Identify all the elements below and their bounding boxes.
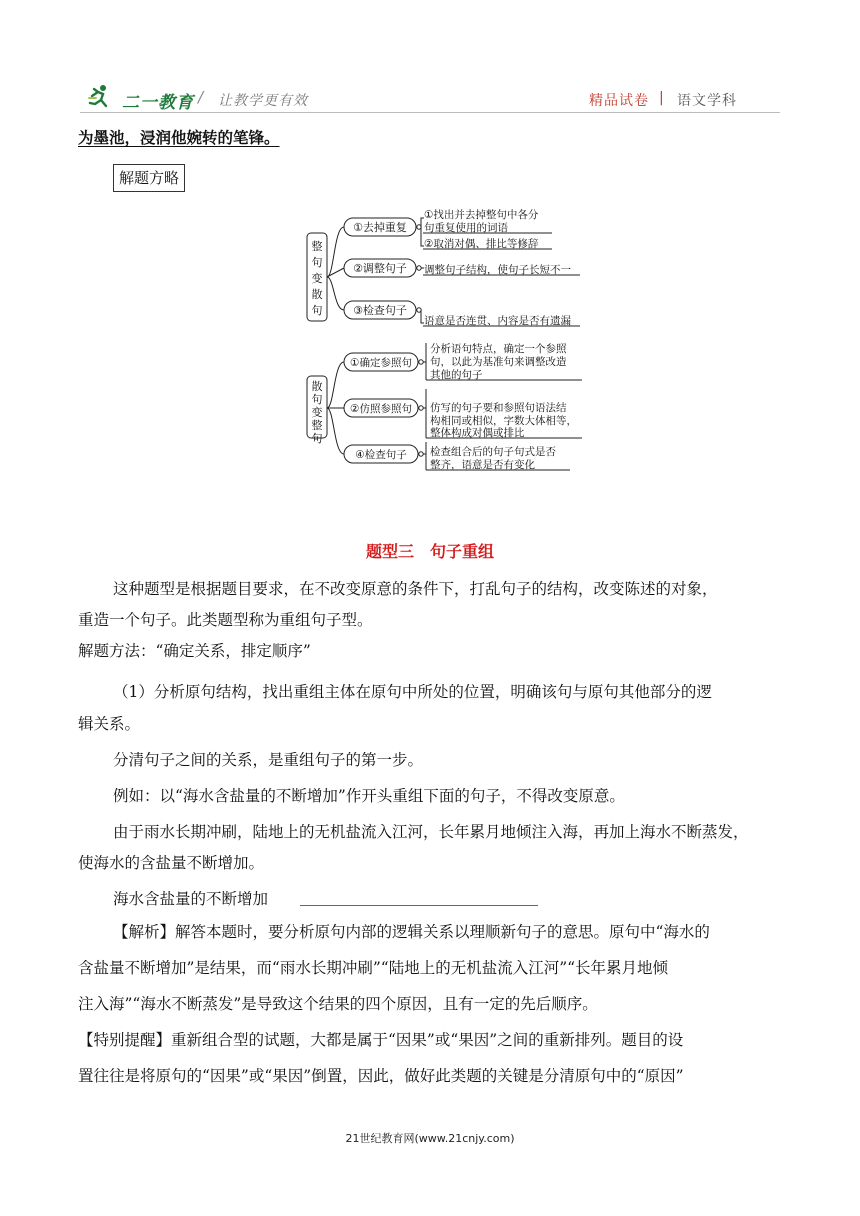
group2-root-char5: 句 [311, 432, 323, 445]
header-subject: 语文学科 [677, 93, 737, 109]
section-title-part1: 题型三 [365, 542, 414, 561]
branch4-note2: 句，以此为基准句来调整改造 [430, 356, 567, 368]
group1-root-char3: 变 [311, 272, 323, 285]
tip-line2: 置往往是将原句的“因果”或“果因”倒置，因此，做好此类题的关键是分清原句中的“原因” [78, 1067, 684, 1085]
section-title [0, 539, 860, 562]
answer-blank [300, 905, 538, 906]
branch1-note3: ②取消对偶、排比等修辞 [424, 238, 539, 250]
group2-root-char2: 句 [311, 393, 323, 406]
brand-slash: / [198, 88, 204, 106]
header-label: 精品试卷 [589, 93, 649, 109]
para1-line2: 重造一个句子。此类题型称为重组句子型。 [78, 611, 373, 629]
header-divider [80, 112, 780, 113]
branch5-note2: 构相同或相似，字数大体相等， [430, 415, 577, 427]
intro-line: 为墨池，浸润他婉转的笔锋。 [78, 128, 280, 147]
para1-line1: 这种题型是根据题目要求，在不改变原意的条件下，打乱句子的结构，改变陈述的对象， [113, 580, 718, 598]
branch1-label: ①去掉重复 [353, 221, 407, 234]
page-footer: 21世纪教育网(www.21cnjy.com) [345, 1132, 515, 1145]
example-sentence-line2: 使海水的含盐量不断增加。 [78, 854, 265, 872]
mindmap-diagram [300, 190, 590, 475]
step1-line1: （1）分析原句结构，找出重组主体在原句中所处的位置，明确该句与原句其他部分的逻 [113, 683, 712, 701]
group2-root-char1: 散 [311, 380, 323, 393]
group1-root-char2: 句 [311, 256, 323, 269]
group2-root-char4: 整 [311, 419, 323, 432]
group2-root-char3: 变 [311, 406, 323, 419]
brand-name: 二一教育 [122, 93, 194, 113]
branch4-note3: 其他的句子 [430, 369, 483, 381]
branch5-note3: 整体构成对偶或排比 [430, 427, 525, 439]
group1-root-char1: 整 [311, 240, 323, 253]
branch4-note1: 分析语句特点，确定一个参照 [430, 343, 567, 355]
branch2-note1: 调整句子结构，使句子长短不一 [424, 264, 571, 276]
analysis-line3: 注入海”“海水不断蒸发”是导致这个结果的四个原因，且有一定的先后顺序。 [78, 995, 598, 1013]
header-separator: | [659, 90, 664, 106]
branch6-note2: 整齐，语意是否有变化 [430, 459, 535, 471]
step1-line2: 辑关系。 [78, 715, 141, 733]
branch5-note1: 仿写的句子要和参照句语法结 [430, 402, 567, 414]
branch5-label: ②仿照参照句 [350, 403, 412, 415]
branch3-note1: 语意是否连贯、内容是否有遗漏 [424, 315, 571, 327]
branch1-note2: 句重复使用的词语 [424, 222, 508, 234]
tip-line1: 【特别提醒】重新组合型的试题，大都是属于“因果”或“果因”之间的重新排列。题目的设 [78, 1031, 684, 1049]
method-line: 解题方法：“确定关系，排定顺序” [78, 642, 311, 660]
branch1-note1: ①找出并去掉整句中各分 [424, 209, 539, 221]
section-title-part2: 句子重组 [430, 542, 495, 561]
runner-logo-icon [88, 84, 110, 108]
analysis-line2: 含盐量不断增加”是结果，而“雨水长期冲刷”“陆地上的无机盐流入江河”“长年累月地倾 [78, 959, 669, 977]
example-sentence-line1: 由于雨水长期冲刷，陆地上的无机盐流入江河，长年累月地倾注入海，再加上海水不断蒸发， [113, 823, 749, 841]
group1-root-char5: 句 [311, 304, 323, 317]
strategy-label: 解题方略 [113, 164, 185, 192]
first-step-line: 分清句子之间的关系，是重组句子的第一步。 [113, 751, 424, 769]
group1-root-char4: 散 [311, 288, 323, 301]
branch6-label: ④检查句子 [355, 449, 407, 461]
branch2-label: ②调整句子 [353, 262, 407, 275]
branch3-label: ③检查句子 [353, 304, 407, 317]
analysis-line1: 【解析】解答本题时，要分析原句内部的逻辑关系以理顺新句子的意思。原句中“海水的 [113, 923, 710, 941]
example-line: 例如：以“海水含盐量的不断增加”作开头重组下面的句子，不得改变原意。 [113, 787, 625, 805]
branch4-label: ①确定参照句 [350, 357, 412, 369]
answer-prefix: 海水含盐量的不断增加 [113, 890, 269, 908]
branch6-note1: 检查组合后的句子句式是否 [430, 446, 556, 458]
brand-slogan: 让教学更有效 [218, 93, 308, 109]
